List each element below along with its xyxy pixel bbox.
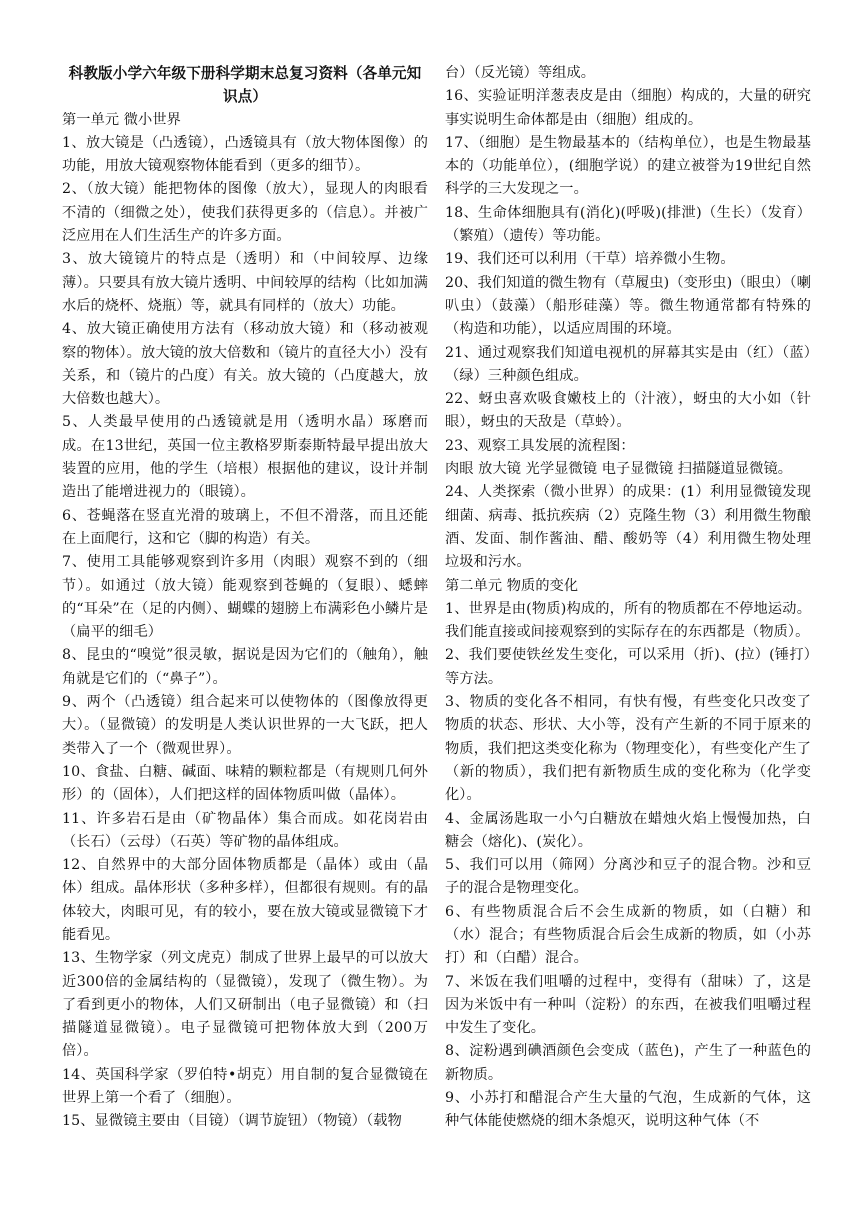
knowledge-point: 9、小苏打和醋混合产生大量的气泡，生成新的气体，这种气体能使燃烧的细木条熄灭，说明这种气体（不 xyxy=(445,1090,811,1130)
knowledge-point: 19、我们还可以利用（干草）培养微小生物。 xyxy=(445,251,735,268)
knowledge-point: 3、物质的变化各不相同，有快有慢，有些变化只改变了物质的状态、形状、大小等，没有产生新的不同于原来的物质，我们把这类变化称为（物理变化），有些变化产生了（新的物质），我们把有新物质生成的变化称为（化学变化）。 xyxy=(445,694,811,804)
right-column-body xyxy=(445,62,811,1134)
knowledge-point: 5、我们可以用（筛网）分离沙和豆子的混合物。沙和豆子的混合是物理变化。 xyxy=(445,857,811,897)
knowledge-point: 14、英国科学家（罗伯特•胡克）用自制的复合显微镜在世界上第一个看了（细胞）。 xyxy=(62,1066,428,1107)
left-column-body xyxy=(62,109,428,1134)
knowledge-point: 台）（反光镜）等组成。 xyxy=(445,65,596,81)
knowledge-point: 6、苍蝇落在竖直光滑的玻璃上，不但不滑落，而且还能在上面爬行，这和它（脚的构造）有关。 xyxy=(62,507,428,547)
knowledge-point: 13、生物学家（列文虎克）制成了世界上最早的可以放大近300倍的金属结构的（显微镜），发现了（微生物）。为了看到更小的物体，人们又研制出（电子显微镜）和（扫描隧道显微镜）。电子显微镜可把物体放大到（200万倍）。 xyxy=(62,950,428,1060)
unit-heading: 第二单元 物质的变化 xyxy=(445,577,579,594)
knowledge-point: 7、米饭在我们咀嚼的过程中，变得有（甜味）了，这是因为米饭中有一种叫（淀粉）的东西，在被我们咀嚼过程中发生了变化。 xyxy=(445,973,811,1037)
knowledge-point: 1、放大镜是（凸透镜），凸透镜具有（放大物体图像）的功能，用放大镜观察物体能看到（更多的细节）。 xyxy=(62,134,428,175)
knowledge-point: 2、我们要使铁丝发生变化，可以采用（折)、(拉）(锤打）等方法。 xyxy=(445,647,811,687)
knowledge-point: 5、人类最早使用的凸透镜就是用（透明水晶）琢磨而成。在13世纪，英国一位主教格罗斯泰斯特最早提出放大装置的应用，他的学生（培根）根据他的建议，设计并制造出了能增进视力的（眼镜）。 xyxy=(62,414,428,501)
knowledge-point: 20、我们知道的微生物有（草履虫)（变形虫)（眼虫）（喇叭虫）（鼓藻）（船形硅藻）等。微生物通常都有特殊的（构造和功能），以适应周围的环境。 xyxy=(445,274,811,338)
knowledge-point: 22、蚜虫喜欢吸食嫩枝上的（汁液），蚜虫的大小如（针眼），蚜虫的天敌是（草蛉）。 xyxy=(445,391,811,431)
knowledge-point: 2、（放大镜）能把物体的图像（放大），显现人的肉眼看不清的（细微之处），使我们获得更多的（信息）。并被广泛应用在人们生活生产的许多方面。 xyxy=(62,181,428,245)
knowledge-point: 3、放大镜镜片的特点是（透明）和（中间较厚、边缘薄）。只要具有放大镜片透明、中间较厚的结构（比如加满水后的烧杯、烧瓶）等，就具有同样的（放大）功能。 xyxy=(62,251,428,314)
knowledge-point: 11、许多岩石是由（矿物晶体）集合而成。如花岗岩由（长石）（云母）（石英）等矿物的晶体组成。 xyxy=(62,810,428,850)
knowledge-point: 4、放大镜正确使用方法有（移动放大镜）和（移动被观察的物体）。放大镜的放大倍数和（镜片的直径大小）没有关系，和（镜片的凸度）有关。放大镜的（凸度越大，放大倍数也越大）。 xyxy=(62,321,428,408)
knowledge-point: 17、（细胞）是生物最基本的（结构单位），也是生物最基本的（功能单位），(细胞学说）的建立被誉为19世纪自然科学的三大发现之一。 xyxy=(445,134,811,198)
knowledge-point: 15、显微镜主要由（目镜）（调节旋钮）（物镜）（载物 xyxy=(62,1113,402,1130)
document-title: 科教版小学六年级下册科学期末总复习资料（各单元知识点） xyxy=(68,65,422,106)
unit-heading: 第一单元 微小世界 xyxy=(62,111,181,128)
knowledge-point: 8、昆虫的“嗅觉”很灵敏，据说是因为它们的（触角），触角就是它们的（“鼻子”）。 xyxy=(62,647,428,687)
knowledge-point: 肉眼 放大镜 光学显微镜 电子显微镜 扫描隧道显微镜。 xyxy=(445,461,793,478)
knowledge-point: 10、食盐、白糖、碱面、味精的颗粒都是（有规则几何外形）的（固体），人们把这样的固体物质叫做（晶体）。 xyxy=(62,763,428,804)
knowledge-point: 18、生命体细胞具有(消化)(呼吸)(排泄)（生长）（发育）（繁殖）（遗传）等功能。 xyxy=(445,204,811,245)
knowledge-point: 9、两个（凸透镜）组合起来可以使物体的（图像放得更大）。（显微镜）的发明是人类认识世界的一大飞跃，把人类带入了一个（微观世界）。 xyxy=(62,694,428,757)
knowledge-point: 16、实验证明洋葱表皮是由（细胞）构成的，大量的研究事实说明生命体都是由（细胞）组成的。 xyxy=(445,88,811,128)
knowledge-point: 23、观察工具发展的流程图： xyxy=(445,437,635,454)
knowledge-point: 12、自然界中的大部分固体物质都是（晶体）或由（晶体）组成。晶体形状（多种多样），但都很有规则。有的晶体较大，肉眼可见，有的较小，要在放大镜或显微镜下才能看见。 xyxy=(62,857,428,943)
knowledge-point: 21、通过观察我们知道电视机的屏幕其实是由（红）（蓝）（绿）三种颜色组成。 xyxy=(445,344,811,384)
knowledge-point: 24、人类探索（微小世界）的成果：(1）利用显微镜发现细菌、病毒、抵抗疾病（2）克隆生物（3）利用微生物酿酒、发面、制作酱油、醋、酸奶等（4）利用微生物处理垃圾和污水。 xyxy=(445,484,811,571)
knowledge-point: 1、世界是由(物质)构成的，所有的物质都在不停地运动。我们能直接或间接观察到的实际存在的东西都是（物质）。 xyxy=(445,600,811,641)
knowledge-point: 8、淀粉遇到碘酒颜色会变成（蓝色)，产生了一种蓝色的新物质。 xyxy=(445,1043,811,1083)
right-column xyxy=(445,62,811,1134)
left-column xyxy=(62,62,428,1134)
knowledge-point: 4、金属汤匙取一小勺白糖放在蜡烛火焰上慢慢加热，白糖会（熔化)、(炭化）。 xyxy=(445,810,811,850)
knowledge-point: 7、使用工具能够观察到许多用（肉眼）观察不到的（细节）。如通过（放大镜）能观察到苍蝇的（复眼）、蟋蟀的“耳朵”在（足的内侧）、蝴蝶的翅膀上布满彩色小鳞片是（扁平的细毛） xyxy=(62,554,428,641)
knowledge-point: 6、有些物质混合后不会生成新的物质，如（白糖）和（水）混合；有些物质混合后会生成新的物质，如（小苏打）和（白醋）混合。 xyxy=(445,903,811,967)
